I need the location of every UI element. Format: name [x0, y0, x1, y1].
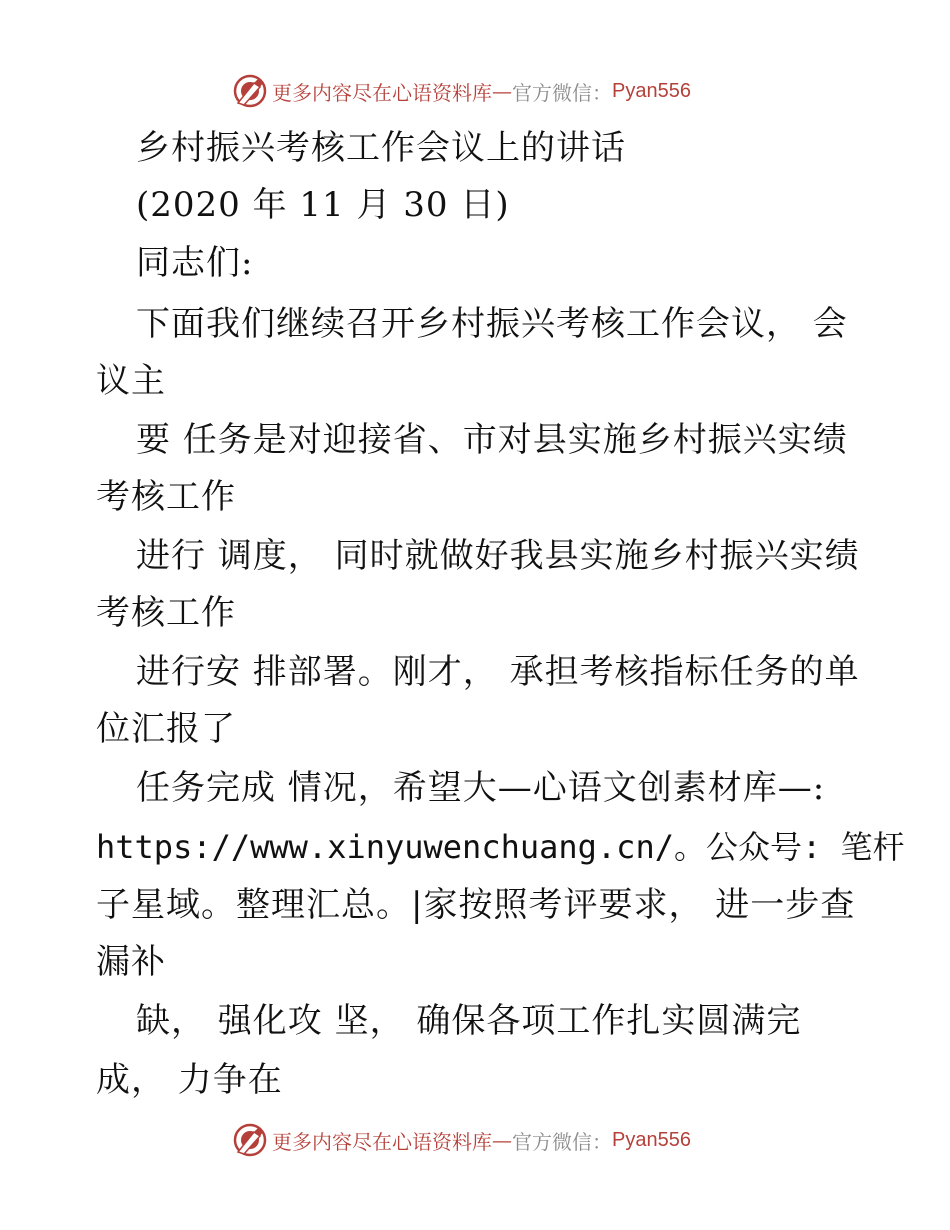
footer-banner: [232, 1120, 752, 1160]
paragraph-line: 任务完成 情况，希望大—心语文创素材库—:: [136, 768, 826, 808]
paragraph-line: 议主: [96, 361, 166, 401]
paragraph-line: https://www.xinyuwenchuang.cn/。公众号: 笔杆: [96, 828, 905, 866]
banner-wechat-label: 官方微信：: [512, 1129, 612, 1154]
paragraph-line: 进行安 排部署。刚才， 承担考核指标任务的单: [136, 652, 860, 692]
document-title: 乡村振兴考核工作会议上的讲话: [136, 128, 626, 168]
document-salutation: 同志们:: [136, 243, 254, 283]
document-date: (2020 年 11 月 30 日): [136, 185, 510, 225]
paragraph-line: 漏补: [96, 942, 166, 982]
banner-brand-text: 更多内容尽在心语资料库: [272, 80, 492, 105]
banner-dash: —: [492, 1128, 512, 1152]
paragraph-line: 成， 力争在: [96, 1060, 283, 1100]
banner-wechat-label: 官方微信：: [512, 80, 612, 105]
pen-logo-icon: [232, 73, 268, 109]
banner-wechat-id: Pyan556: [612, 1128, 691, 1151]
paragraph-line: 位汇报了: [96, 709, 236, 749]
paragraph-line: 下面我们继续召开乡村振兴考核工作会议， 会: [136, 304, 848, 344]
paragraph-line: 进行 调度， 同时就做好我县实施乡村振兴实绩: [136, 536, 860, 576]
paragraph-line: 子星域。整理汇总。|家按照考评要求， 进一步查: [96, 885, 856, 925]
banner-wechat-id: Pyan556: [612, 79, 691, 102]
pen-logo-icon: [232, 1122, 268, 1158]
paragraph-line: 考核工作: [96, 477, 236, 517]
paragraph-line: 考核工作: [96, 593, 236, 633]
banner-brand-text: 更多内容尽在心语资料库: [272, 1129, 492, 1154]
banner-dash: —: [492, 79, 512, 103]
header-banner: [232, 71, 752, 111]
paragraph-line: 缺， 强化攻 坚， 确保各项工作扎实圆满完: [136, 1001, 802, 1041]
paragraph-line: 要 任务是对迎接省、市对县实施乡村振兴实绩: [136, 420, 848, 460]
